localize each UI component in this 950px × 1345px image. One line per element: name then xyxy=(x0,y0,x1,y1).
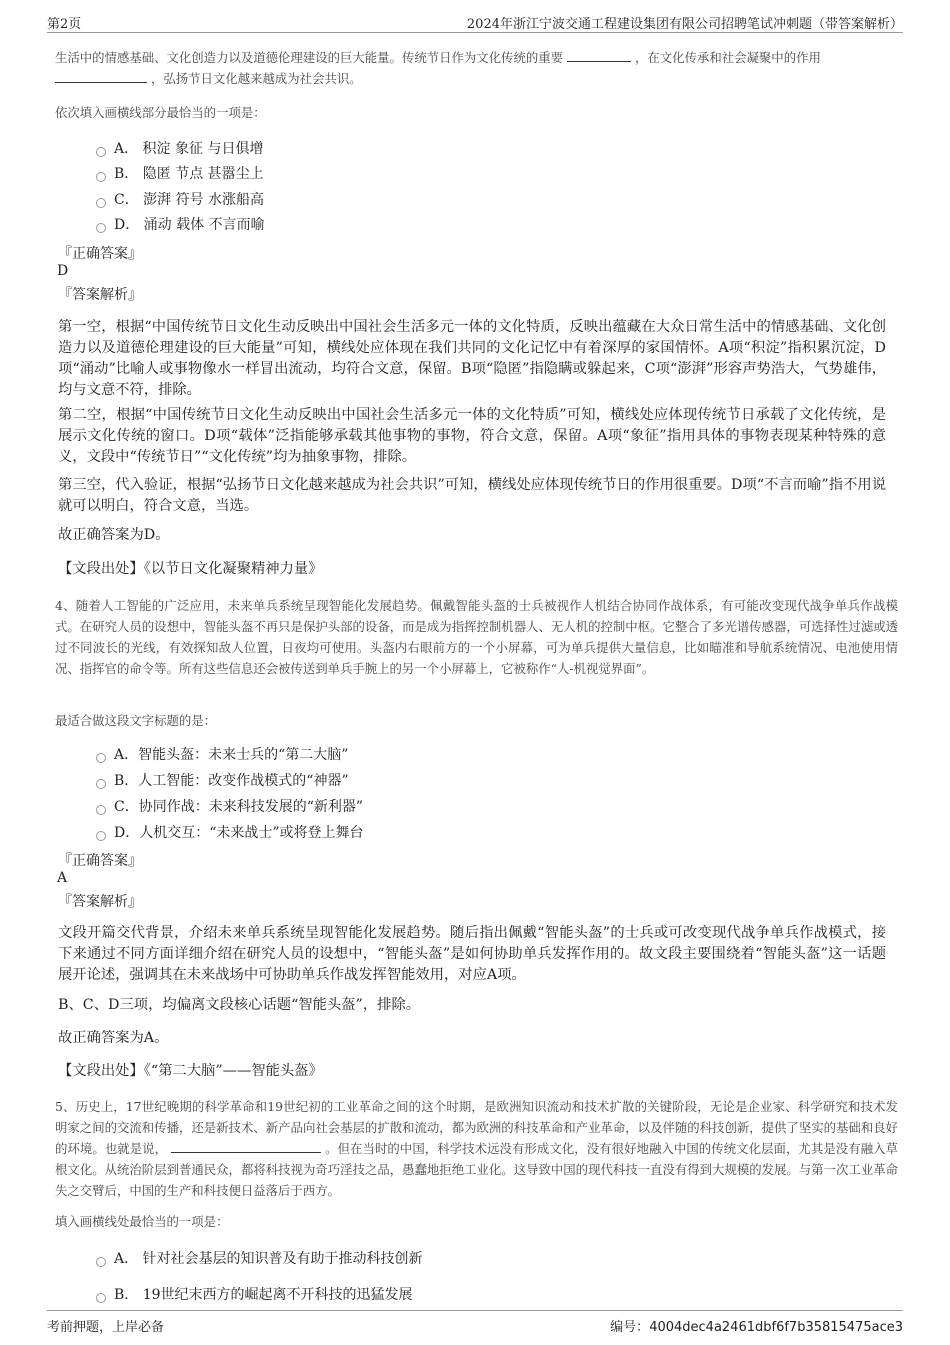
q4-answer-label: 『正确答案』 xyxy=(58,853,142,869)
q4-option-c[interactable]: C．协同作战：未来科技发展的“新利器” xyxy=(96,796,363,816)
q3-blank-1 xyxy=(567,47,631,62)
q3-conclusion: 故正确答案为D。 xyxy=(58,527,170,543)
q3-option-b[interactable]: B． 隐匿 节点 甚嚣尘上 xyxy=(96,163,264,183)
q4-analysis-label: 『答案解析』 xyxy=(58,894,142,910)
q4-ask: 最适合做这段文字标题的是： xyxy=(55,713,217,728)
radio-icon[interactable] xyxy=(96,753,106,763)
q3-answer: D xyxy=(57,263,69,279)
q4-source: 【文段出处】《“第二大脑”——智能头盔》 xyxy=(58,1063,323,1079)
radio-icon[interactable] xyxy=(96,1293,106,1303)
document-title: 2024年浙江宁波交通工程建设集团有限公司招聘笔试冲刺题（带答案解析） xyxy=(466,17,903,32)
q3-stem xyxy=(55,47,898,89)
q3-answer-label: 『正确答案』 xyxy=(58,246,142,262)
radio-icon[interactable] xyxy=(96,831,106,841)
q3-option-d[interactable]: D． 涌动 载体 不言而喻 xyxy=(96,214,265,234)
radio-icon[interactable] xyxy=(96,223,106,233)
q3-ask: 依次填入画横线部分最恰当的一项是： xyxy=(55,105,266,120)
q4-option-b[interactable]: B．人工智能：改变作战模式的“神器” xyxy=(96,770,349,790)
q3-stem-text-c: ，弘扬节日文化越来越成为社会共识。 xyxy=(151,71,362,86)
q3-analysis-3: 第三空，代入验证，根据“弘扬节日文化越来越成为社会共识”可知，横线处应体现传统节日的作用很重要。D项“不言而喻”指不用说就可以明白，符合文意，当选。 xyxy=(58,477,886,514)
q3-option-c[interactable]: C． 澎湃 符号 水涨船高 xyxy=(96,189,264,209)
q3-analysis-1: 第一空，根据“中国传统节日文化生动反映出中国社会生活多元一体的文化特质，反映出蕴藏在大众日常生活中的情感基础、文化创造力以及道德伦理建设的巨大能量”可知，横线处应体现在我们共同的文化记忆中有着深厚的家国情怀。A项“积淀”指积累沉淀，D项“涌动”比喻人或事物像水一样冒出流动，均符合文意，保留。B项“隐匿”指隐瞒或躲起来，C项“澎湃”形容声势浩大，气势雄伟，均与文意不符，排除。 xyxy=(58,319,886,398)
footer-slogan: 考前押题，上岸必备 xyxy=(47,1320,165,1335)
q4-conclusion: 故正确答案为A。 xyxy=(58,1030,169,1046)
q5-blank xyxy=(171,1138,321,1153)
q3-source: 【文段出处】《以节日文化凝聚精神力量》 xyxy=(58,561,323,577)
q5-ask: 填入画横线处最恰当的一项是： xyxy=(55,1214,229,1229)
radio-icon[interactable] xyxy=(96,172,106,182)
page-header xyxy=(47,10,903,33)
document-code: 编号：4004dec4a2461dbf6f7b35815475ace3 xyxy=(610,1320,903,1335)
radio-icon[interactable] xyxy=(96,805,106,815)
page-footer xyxy=(47,1310,903,1335)
q5-stem: 5、历史上，17世纪晚期的科学革命和19世纪初的工业革命之间的这个时期，是欧洲知识流动和技术扩散的关键阶段，无论是企业家、科学研究和技术发明家之间的交流和传播，还是新技术、新产品向社会基层的扩散和流动，都为欧洲的科技革命和产业革命，以及伴随的科技创新，提供了坚实的基础和良好的环境。也就是说， 。但在当时的中国，科学技术远没有形成文化，没有很好地融入中国的传统文化层面，尤其是没有融入草根文化。从统治阶层到普通民众，都将科技视为奇巧淫技之品，愚蠢地拒绝工业化。这导致中国的现代科技一直没有得到大规模的发展。与第一次工业革命失之交臂后，中国的生产和科技便日益落后于西方。 xyxy=(55,1099,899,1198)
q3-blank-2 xyxy=(55,68,147,83)
q4-option-a[interactable]: A．智能头盔：未来士兵的“第二大脑” xyxy=(96,744,348,764)
q4-analysis-1: 文段开篇交代背景，介绍未来单兵系统呈现智能化发展趋势。随后指出佩戴“智能头盔”的士兵或可改变现代战争单兵作战模式，接下来通过不同方面详细介绍在研究人员的设想中，“智能头盔”是如何协助单兵发挥作用的。故文段主要围绕着“智能头盔”这一话题展开论述，强调其在未来战场中可协助单兵作战发挥智能效用，对应A项。 xyxy=(58,925,886,983)
page-number: 第2页 xyxy=(47,17,82,32)
q5-option-a[interactable]: A． 针对社会基层的知识普及有助于推动科技创新 xyxy=(96,1248,423,1268)
q3-option-a[interactable]: A． 积淀 象征 与日俱增 xyxy=(96,138,263,158)
radio-icon[interactable] xyxy=(96,1257,106,1267)
q4-option-d[interactable]: D．人机交互：“未来战士”或将登上舞台 xyxy=(96,822,364,842)
radio-icon[interactable] xyxy=(96,147,106,157)
q3-stem-text-a: 生活中的情感基础、文化创造力以及道德伦理建设的巨大能量。传统节日作为文化传统的重要 xyxy=(55,50,564,65)
radio-icon[interactable] xyxy=(96,198,106,208)
q4-stem: 4、随着人工智能的广泛应用，未来单兵系统呈现智能化发展趋势。佩戴智能头盔的士兵被视作人机结合协同作战体系，有可能改变现代战争单兵作战模式。在研究人员的设想中，智能头盔不再只是保护头部的设备，而是成为指挥控制机器人、无人机的控制中枢。它整合了多光谱传感器，可选择性过滤或透过不同波长的光线，有效探知敌人位置，日夜均可使用。头盔内右眼前方的一个小屏幕，可为单兵提供大量信息，比如瞄准和导航系统情况、电池使用情况、指挥官的命令等。所有这些信息还会被传送到单兵手腕上的另一个小屏幕上，它被称作“人-机视觉界面”。 xyxy=(55,598,898,676)
q4-analysis-2: B、C、D三项，均偏离文段核心话题“智能头盔”，排除。 xyxy=(58,997,421,1013)
radio-icon[interactable] xyxy=(96,779,106,789)
q3-stem-text-b: ，在文化传承和社会凝聚中的作用 xyxy=(635,50,821,65)
q3-analysis-label: 『答案解析』 xyxy=(58,287,142,303)
q3-analysis-2: 第二空，根据“中国传统节日文化生动反映出中国社会生活多元一体的文化特质”可知，横线处应体现传统节日承载了文化传统，是展示文化传统的窗口。D项“载体”泛指能够承载其他事物的事物，符合文意，保留。A项“象征”指用具体的事物表现某种特殊的意义，文段中“传统节日”“文化传统”均为抽象事物，排除。 xyxy=(58,407,886,465)
q5-option-b[interactable]: B． 19世纪末西方的崛起离不开科技的迅猛发展 xyxy=(96,1284,413,1304)
q4-answer: A xyxy=(57,870,68,886)
